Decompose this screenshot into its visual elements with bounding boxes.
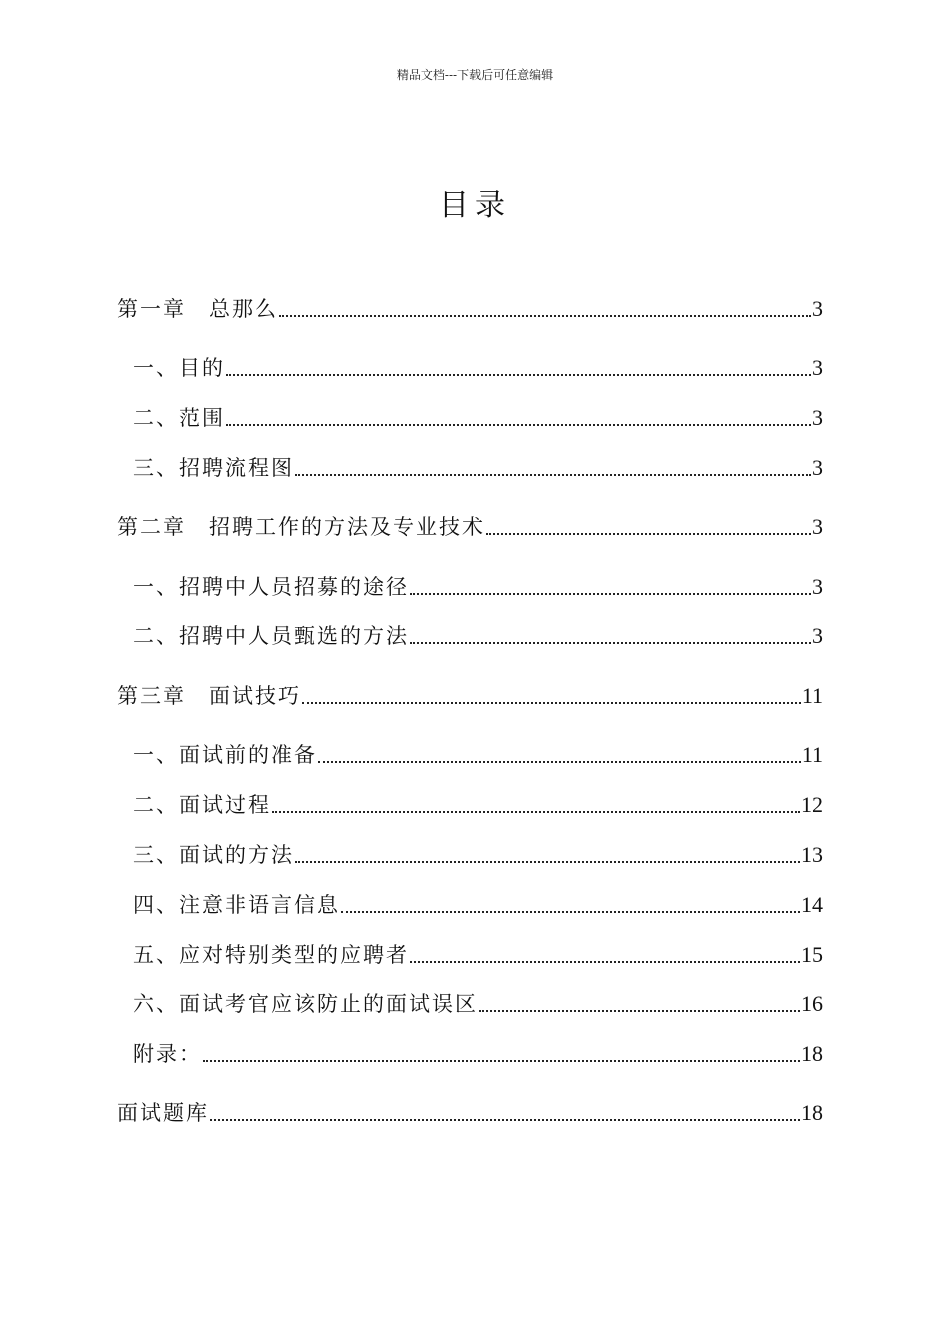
toc-entry-chapter-2[interactable] [117,512,823,542]
toc-entry-page: 16 [801,991,823,1016]
toc-entry-section[interactable] [133,790,823,820]
toc-entry-question-bank[interactable] [117,1098,823,1128]
toc-entry-page: 3 [812,574,823,599]
dot-leader [410,961,800,963]
toc-entry-label: 第三章 面试技巧 [117,684,301,708]
toc-entry-label: 面试题库 [117,1101,209,1125]
toc-entry-label: 二、范围 [133,406,225,430]
dot-leader [226,424,811,426]
toc-entry-label: 一、招聘中人员招募的途径 [133,575,409,599]
toc-entry-label: 三、招聘流程图 [133,456,294,480]
dot-leader [410,642,811,644]
dot-leader [279,315,811,317]
toc-entry-page: 3 [812,455,823,480]
toc-entry-page: 3 [812,405,823,430]
toc-entry-page: 3 [812,355,823,380]
toc-entry-label: 五、应对特别类型的应聘者 [133,943,409,967]
dot-leader [295,861,800,863]
toc-entry-page: 15 [801,942,823,967]
page-title: 目录 [439,188,511,223]
toc-entry-page: 18 [801,1041,823,1066]
toc-entry-appendix[interactable] [133,1039,823,1069]
toc-entry-section[interactable] [133,740,823,770]
toc-entry-section[interactable] [133,572,823,602]
toc-entry-label: 第一章 总那么 [117,297,278,321]
toc-entry-chapter-1[interactable] [117,294,823,324]
toc-entry-label: 三、面试的方法 [133,843,294,867]
toc-entry-page: 14 [801,892,823,917]
toc-entry-section[interactable] [133,840,823,870]
toc-entry-section[interactable] [133,621,823,651]
dot-leader [272,811,800,813]
toc-entry-chapter-3[interactable] [117,681,823,711]
toc-entry-label: 六、面试考官应该防止的面试误区 [133,992,478,1016]
toc-entry-label: 二、面试过程 [133,793,271,817]
dot-leader [479,1010,800,1012]
toc-entry-page: 13 [801,842,823,867]
toc-entry-label: 第二章 招聘工作的方法及专业技术 [117,515,485,539]
toc-entry-page: 11 [801,683,823,708]
toc-entry-section[interactable] [133,453,823,483]
dot-leader [318,761,801,763]
toc-entry-page: 11 [801,742,823,767]
page-header: 精品文档---下载后可任意编辑 [396,68,554,82]
toc-entry-section[interactable] [133,403,823,433]
dot-leader [341,911,800,913]
toc-entry-page: 3 [812,296,823,321]
toc-entry-label: 一、面试前的准备 [133,743,317,767]
dot-leader [302,702,801,704]
toc-entry-label: 附录： [133,1042,202,1066]
toc-entry-section[interactable] [133,989,823,1019]
toc-entry-label: 二、招聘中人员甄选的方法 [133,624,409,648]
dot-leader [210,1119,800,1121]
toc-entry-section[interactable] [133,890,823,920]
toc-entry-page: 12 [801,792,823,817]
dot-leader [295,474,811,476]
toc-entry-label: 四、注意非语言信息 [133,893,340,917]
toc-entry-page: 3 [812,514,823,539]
toc-entry-page: 3 [812,623,823,648]
toc-entry-section[interactable] [133,940,823,970]
dot-leader [203,1060,800,1062]
toc-entry-page: 18 [801,1100,823,1125]
dot-leader [486,533,811,535]
dot-leader [226,374,811,376]
toc-entry-label: 一、目的 [133,356,225,380]
dot-leader [410,593,811,595]
toc-entry-section[interactable] [133,353,823,383]
